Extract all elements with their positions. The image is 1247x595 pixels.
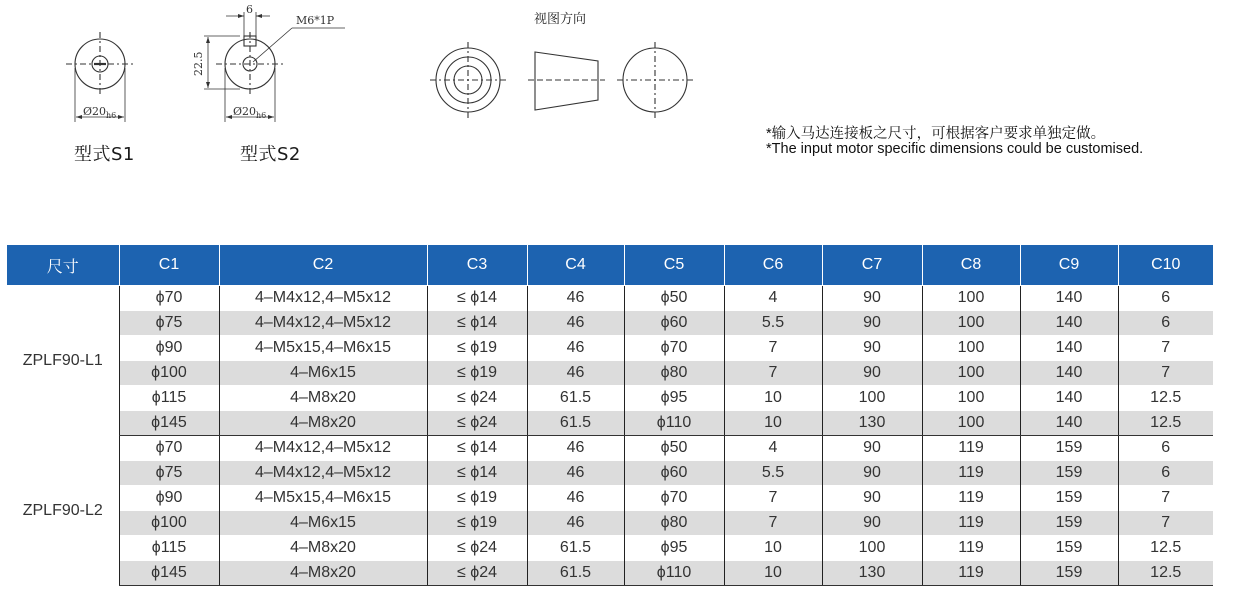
cell-c6: 7: [724, 361, 822, 386]
cell-c3: ≤ ϕ19: [427, 486, 527, 511]
cell-c8: 119: [922, 536, 1020, 561]
header-c9: C9: [1020, 245, 1118, 286]
cell-c9: 159: [1020, 536, 1118, 561]
cell-c2: 4–M4x12,4–M5x12: [219, 286, 427, 311]
cell-c8: 100: [922, 311, 1020, 336]
header-c7: C7: [822, 245, 922, 286]
s1-diameter-label: $Ø20_{h6}$: [83, 105, 117, 120]
cell-c5: ϕ70: [624, 486, 724, 511]
cell-c2: 4–M8x20: [219, 411, 427, 436]
cell-c7: 90: [822, 336, 922, 361]
model-name-cell: ZPLF90-L1: [7, 286, 119, 436]
s2-width-label: 6: [246, 3, 253, 16]
cell-c7: 100: [822, 386, 922, 411]
header-c6: C6: [724, 245, 822, 286]
cell-c10: 6: [1118, 436, 1213, 461]
cell-c3: ≤ ϕ14: [427, 436, 527, 461]
cell-c4: 46: [527, 511, 624, 536]
cell-c5: ϕ95: [624, 536, 724, 561]
cell-c3: ≤ ϕ19: [427, 511, 527, 536]
header-size: 尺寸: [7, 245, 119, 286]
cell-c8: 119: [922, 436, 1020, 461]
cell-c10: 12.5: [1118, 411, 1213, 436]
cell-c7: 90: [822, 311, 922, 336]
cell-c8: 100: [922, 361, 1020, 386]
s2-diameter-label: $Ø20_{h6}$: [233, 105, 267, 120]
header-c2: C2: [219, 245, 427, 286]
table-row: [7, 461, 1213, 486]
cell-c10: 6: [1118, 286, 1213, 311]
cell-c4: 46: [527, 436, 624, 461]
cell-c4: 61.5: [527, 411, 624, 436]
cell-c2: 4–M8x20: [219, 561, 427, 586]
cell-c3: ≤ ϕ19: [427, 336, 527, 361]
cell-c8: 100: [922, 286, 1020, 311]
cell-c4: 46: [527, 336, 624, 361]
cell-c3: ≤ ϕ24: [427, 536, 527, 561]
cell-c1: ϕ100: [119, 361, 219, 386]
cell-c7: 130: [822, 561, 922, 586]
cell-c6: 10: [724, 536, 822, 561]
cell-c2: 4–M4x12,4–M5x12: [219, 436, 427, 461]
cell-c9: 140: [1020, 411, 1118, 436]
cell-c10: 7: [1118, 486, 1213, 511]
cell-c7: 90: [822, 361, 922, 386]
cell-c6: 7: [724, 336, 822, 361]
cell-c1: ϕ90: [119, 336, 219, 361]
cell-c8: 100: [922, 336, 1020, 361]
cell-c7: 100: [822, 536, 922, 561]
cell-c7: 90: [822, 436, 922, 461]
table-row: [7, 436, 1213, 461]
cell-c1: ϕ70: [119, 436, 219, 461]
header-c4: C4: [527, 245, 624, 286]
cell-c4: 46: [527, 286, 624, 311]
cell-c9: 159: [1020, 486, 1118, 511]
cell-c8: 119: [922, 511, 1020, 536]
cell-c1: ϕ75: [119, 461, 219, 486]
cell-c5: ϕ80: [624, 361, 724, 386]
cell-c1: ϕ90: [119, 486, 219, 511]
cell-c9: 140: [1020, 336, 1118, 361]
cell-c8: 119: [922, 461, 1020, 486]
cell-c7: 90: [822, 511, 922, 536]
cell-c3: ≤ ϕ24: [427, 561, 527, 586]
note-english: *The input motor specific dimensions could be customised.: [766, 141, 1144, 157]
cell-c9: 159: [1020, 561, 1118, 586]
cell-c1: ϕ100: [119, 511, 219, 536]
cell-c9: 159: [1020, 461, 1118, 486]
cell-c1: ϕ145: [119, 561, 219, 586]
table-row: [7, 511, 1213, 536]
cell-c8: 119: [922, 486, 1020, 511]
cell-c10: 12.5: [1118, 561, 1213, 586]
cell-c6: 10: [724, 411, 822, 436]
cell-c9: 159: [1020, 436, 1118, 461]
caption-s1: 型式S1: [74, 144, 135, 165]
cell-c4: 46: [527, 311, 624, 336]
cell-c2: 4–M5x15,4–M6x15: [219, 486, 427, 511]
cell-c10: 6: [1118, 311, 1213, 336]
cell-c5: ϕ50: [624, 286, 724, 311]
cell-c3: ≤ ϕ24: [427, 386, 527, 411]
caption-s2: 型式S2: [240, 144, 301, 165]
cell-c3: ≤ ϕ14: [427, 461, 527, 486]
cell-c4: 61.5: [527, 536, 624, 561]
cell-c8: 100: [922, 411, 1020, 436]
cell-c6: 5.5: [724, 461, 822, 486]
model-name-cell: ZPLF90-L2: [7, 436, 119, 586]
cell-c1: ϕ145: [119, 411, 219, 436]
cell-c3: ≤ ϕ19: [427, 361, 527, 386]
header-c1: C1: [119, 245, 219, 286]
cell-c6: 4: [724, 436, 822, 461]
cell-c3: ≤ ϕ14: [427, 286, 527, 311]
cell-c6: 10: [724, 561, 822, 586]
cell-c3: ≤ ϕ24: [427, 411, 527, 436]
cell-c7: 90: [822, 461, 922, 486]
cell-c6: 4: [724, 286, 822, 311]
cell-c1: ϕ75: [119, 311, 219, 336]
view-direction-drawings: [430, 42, 693, 118]
table-row: [7, 336, 1213, 361]
view-direction-label: 视图方向: [534, 12, 587, 27]
cell-c2: 4–M8x20: [219, 536, 427, 561]
cell-c9: 159: [1020, 511, 1118, 536]
cell-c5: ϕ80: [624, 511, 724, 536]
cell-c1: ϕ70: [119, 286, 219, 311]
s2-height-label: 22.5: [192, 51, 205, 76]
note-chinese: *输入马达连接板之尺寸，可根据客户要求单独定做。: [766, 126, 1106, 142]
cell-c5: ϕ60: [624, 461, 724, 486]
cell-c6: 7: [724, 486, 822, 511]
cell-c2: 4–M6x15: [219, 361, 427, 386]
cell-c4: 46: [527, 461, 624, 486]
cell-c6: 7: [724, 511, 822, 536]
table-row: [7, 286, 1213, 311]
cell-c10: 7: [1118, 336, 1213, 361]
cell-c7: 90: [822, 286, 922, 311]
cell-c9: 140: [1020, 286, 1118, 311]
cell-c5: ϕ50: [624, 436, 724, 461]
cell-c4: 61.5: [527, 386, 624, 411]
cell-c2: 4–M8x20: [219, 386, 427, 411]
dimension-table: [7, 245, 1213, 586]
cell-c5: ϕ110: [624, 561, 724, 586]
cell-c5: ϕ95: [624, 386, 724, 411]
cell-c5: ϕ110: [624, 411, 724, 436]
header-c5: C5: [624, 245, 724, 286]
cell-c2: 4–M4x12,4–M5x12: [219, 311, 427, 336]
cell-c2: 4–M5x15,4–M6x15: [219, 336, 427, 361]
header-c8: C8: [922, 245, 1020, 286]
cell-c1: ϕ115: [119, 536, 219, 561]
cell-c10: 12.5: [1118, 536, 1213, 561]
table-body: [7, 286, 1213, 586]
cell-c1: ϕ115: [119, 386, 219, 411]
cell-c6: 10: [724, 386, 822, 411]
header-c10: C10: [1118, 245, 1213, 286]
cell-c7: 90: [822, 486, 922, 511]
table-row: [7, 486, 1213, 511]
cell-c9: 140: [1020, 361, 1118, 386]
cell-c3: ≤ ϕ14: [427, 311, 527, 336]
shaft-s2-drawing: [204, 12, 345, 122]
table-row: [7, 561, 1213, 586]
table-row: [7, 536, 1213, 561]
cell-c4: 46: [527, 486, 624, 511]
cell-c10: 7: [1118, 511, 1213, 536]
cell-c7: 130: [822, 411, 922, 436]
s2-thread-label: M6*1P: [296, 14, 335, 27]
cell-c4: 46: [527, 361, 624, 386]
cell-c8: 100: [922, 386, 1020, 411]
cell-c8: 119: [922, 561, 1020, 586]
header-c3: C3: [427, 245, 527, 286]
table-row: [7, 411, 1213, 436]
cell-c9: 140: [1020, 386, 1118, 411]
table-row: [7, 386, 1213, 411]
cell-c2: 4–M4x12,4–M5x12: [219, 461, 427, 486]
cell-c5: ϕ70: [624, 336, 724, 361]
cell-c10: 6: [1118, 461, 1213, 486]
cell-c2: 4–M6x15: [219, 511, 427, 536]
cell-c9: 140: [1020, 311, 1118, 336]
cell-c6: 5.5: [724, 311, 822, 336]
cell-c10: 12.5: [1118, 386, 1213, 411]
technical-drawings: [0, 0, 1247, 200]
cell-c10: 7: [1118, 361, 1213, 386]
table-row: [7, 361, 1213, 386]
cell-c5: ϕ60: [624, 311, 724, 336]
cell-c4: 61.5: [527, 561, 624, 586]
table-header-row: [7, 245, 1213, 286]
table-row: [7, 311, 1213, 336]
